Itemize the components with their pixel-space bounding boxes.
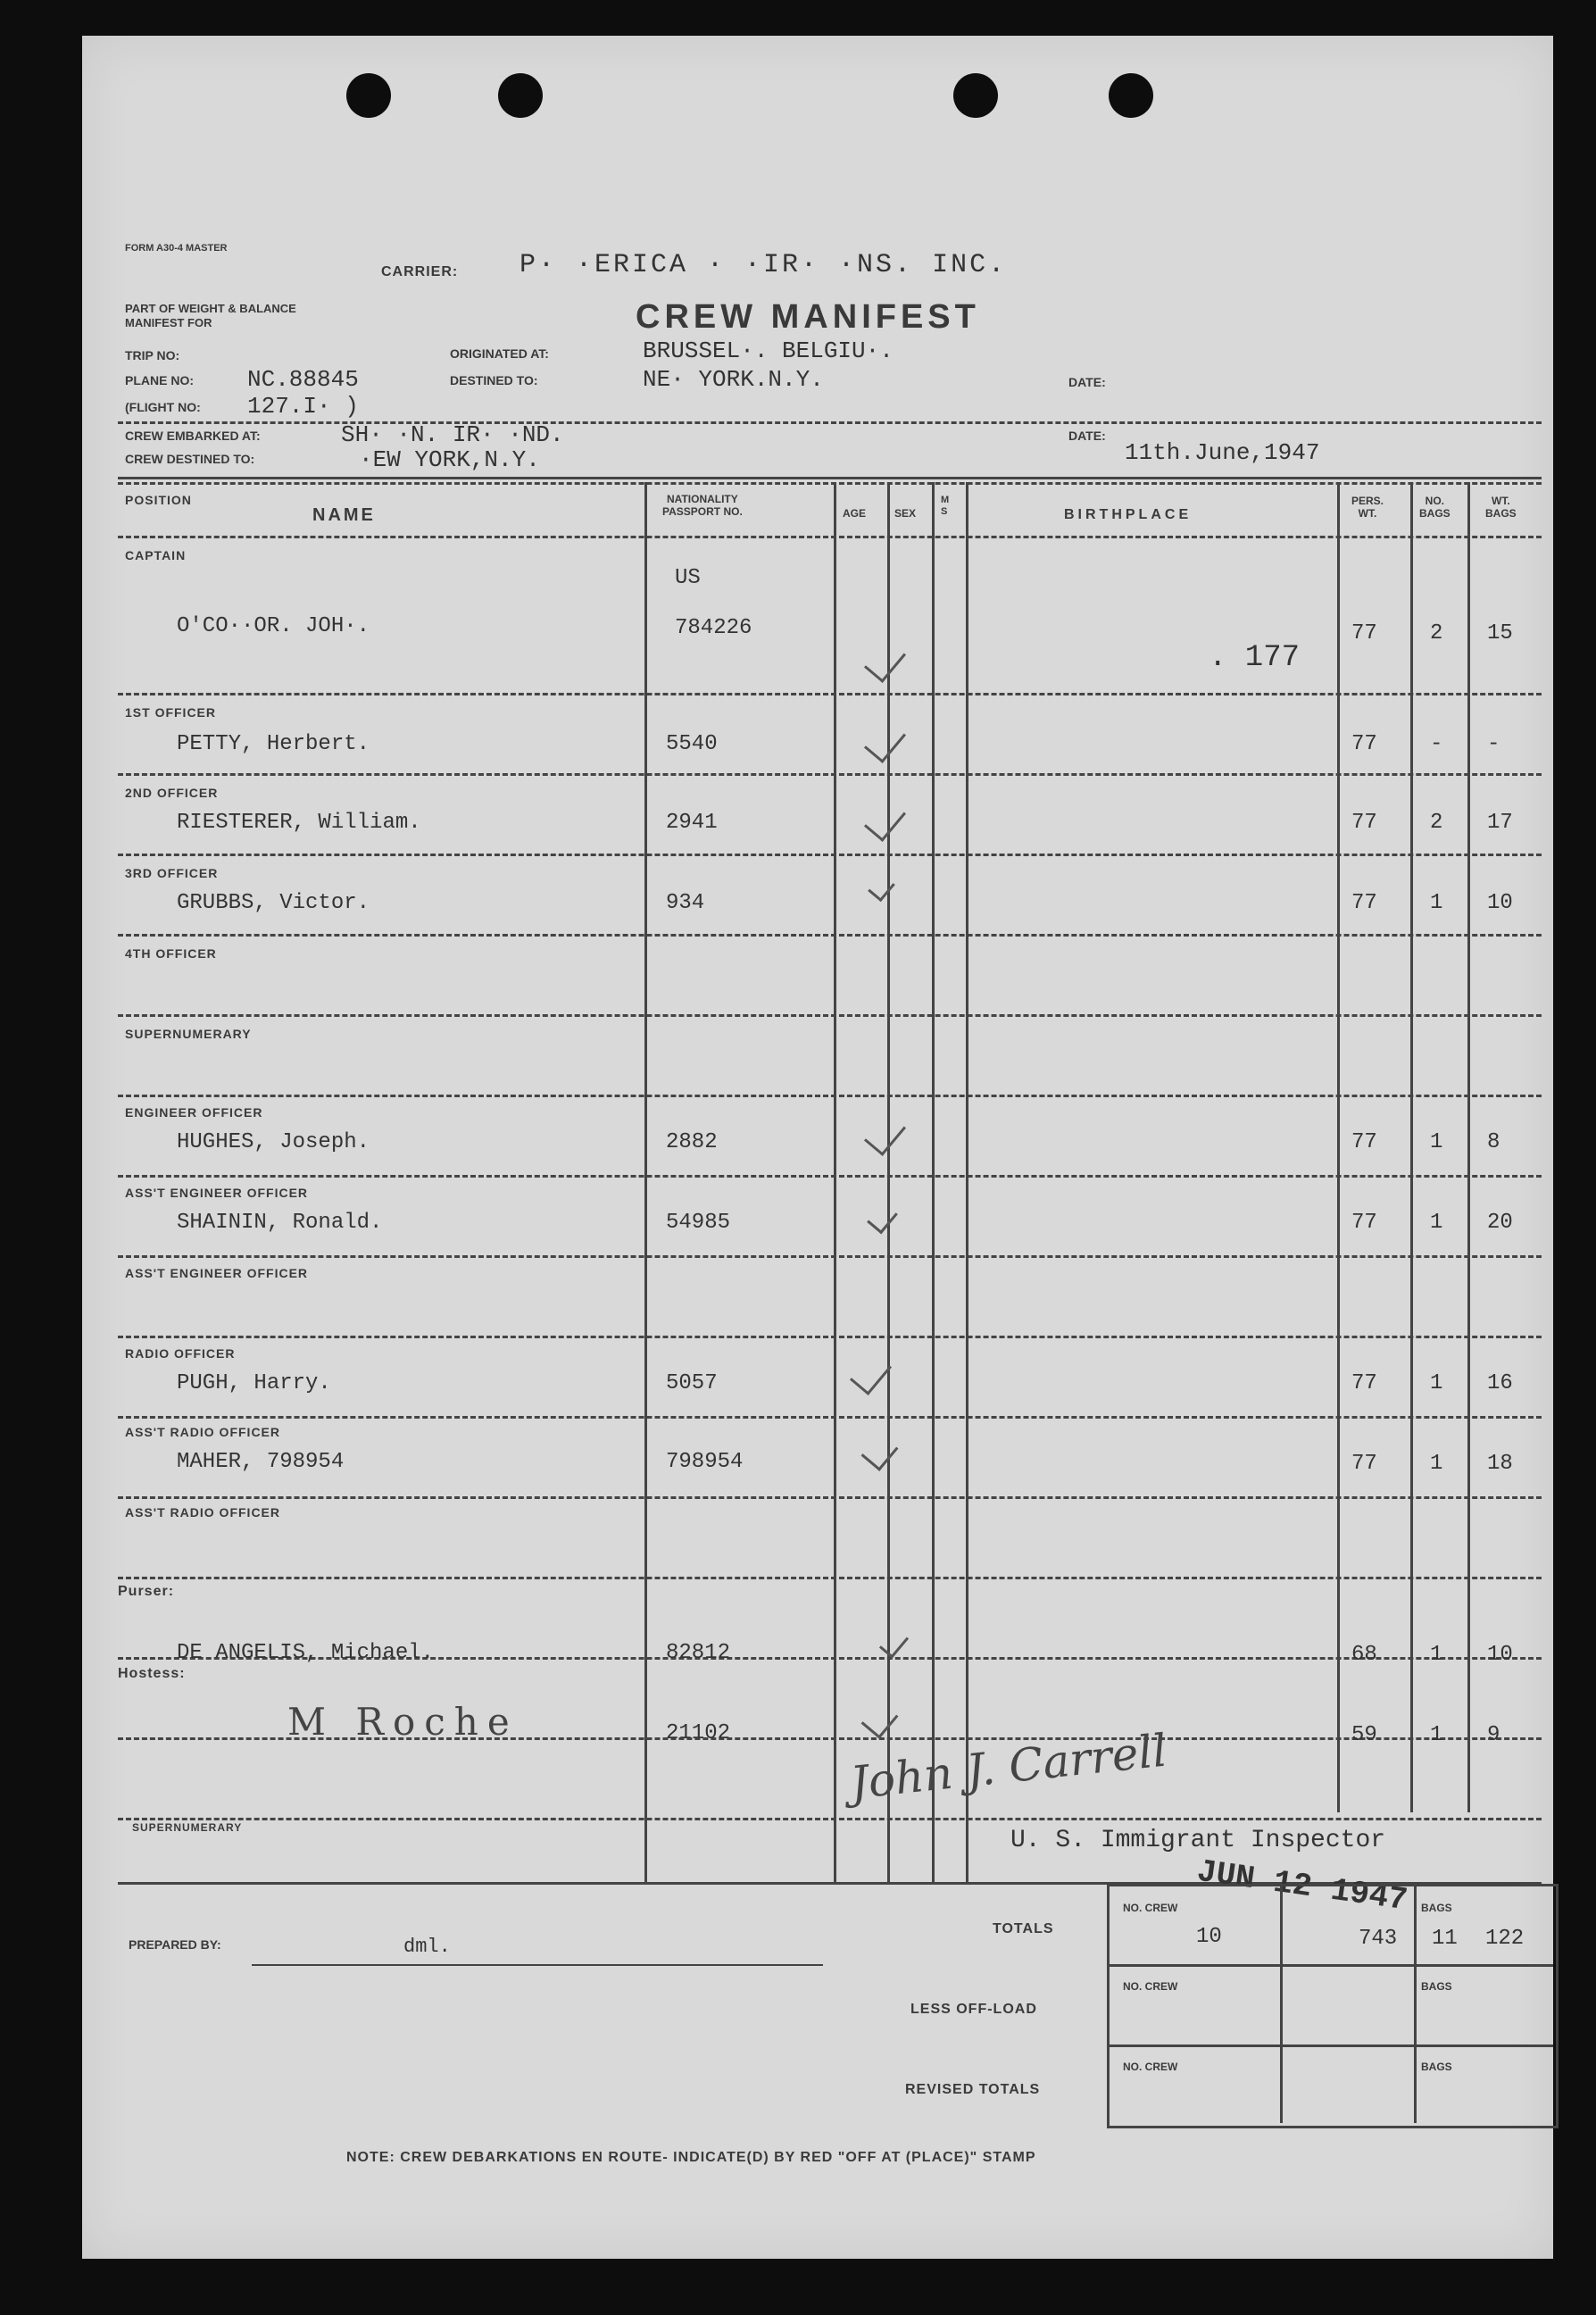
row-bags: 2 — [1430, 621, 1443, 645]
received-stamp: JUN 12 1947 — [1194, 1853, 1410, 1919]
row-name: MAHER, 798954 — [177, 1450, 345, 1474]
col-divider — [1410, 482, 1413, 1812]
check-mark-icon — [864, 1112, 906, 1156]
row-position: ASS'T RADIO OFFICER — [125, 1425, 280, 1439]
check-mark-icon — [861, 1701, 899, 1739]
totals-divider — [1280, 1884, 1283, 2123]
row-pers-wt: 77 — [1351, 1211, 1377, 1235]
row-position: CAPTAIN — [125, 548, 187, 562]
less-no-crew-label: NO. CREW — [1123, 1980, 1178, 1993]
col-birthplace: BIRTHPLACE — [1064, 507, 1193, 522]
col-ms: M S — [941, 495, 950, 517]
row-birthplace: . 177 — [1209, 641, 1301, 675]
row-bags: 1 — [1430, 1452, 1443, 1476]
destined-value: NE· YORK.N.Y. — [643, 366, 824, 393]
row-rule — [118, 1095, 1542, 1097]
row-name: DE ANGELIS, Michael. — [177, 1641, 435, 1665]
row-pers-wt: 77 — [1351, 732, 1377, 756]
crew-destined-value: ·EW YORK,N.Y. — [359, 446, 540, 473]
inspector-title: U. S. Immigrant Inspector — [1010, 1827, 1386, 1854]
col-divider — [1467, 482, 1470, 1812]
supernumerary-label: SUPERNUMERARY — [132, 1821, 243, 1834]
row-rule — [118, 1014, 1542, 1017]
revised-bags-label: BAGS — [1421, 2061, 1452, 2073]
row-passport: 82812 — [666, 1641, 731, 1665]
row-pers-wt: 77 — [1351, 1130, 1377, 1154]
row-rule — [118, 1416, 1542, 1419]
punch-hole — [953, 73, 998, 118]
less-offload-label: LESS OFF-LOAD — [910, 2002, 1037, 2017]
row-passport: 54985 — [666, 1211, 731, 1235]
row-passport: 21102 — [666, 1721, 731, 1745]
row-name: RIESTERER, William. — [177, 811, 421, 835]
part-of-label: PART OF WEIGHT & BALANCE MANIFEST FOR — [125, 302, 296, 329]
row-position: 4TH OFFICER — [125, 946, 217, 961]
row-name: O'CO··OR. JOH·. — [177, 614, 370, 638]
row-passport: 2941 — [666, 811, 718, 835]
row-bags: 1 — [1430, 1211, 1443, 1235]
embarked-value: SH· ·N. IR· ·ND. — [341, 421, 564, 448]
check-mark-icon — [850, 1352, 892, 1395]
punch-hole — [498, 73, 543, 118]
row-bags: 1 — [1430, 1130, 1443, 1154]
row-position: Purser: — [118, 1584, 175, 1599]
embarked-label: CREW EMBARKED AT: — [125, 429, 261, 443]
table-top-rule-2 — [118, 482, 1542, 485]
totals-row-rule — [1107, 1964, 1553, 1967]
check-mark-icon — [861, 1433, 899, 1471]
crew-destined-label: CREW DESTINED TO: — [125, 452, 255, 466]
row-bags: 1 — [1430, 1371, 1443, 1395]
note-text: NOTE: CREW DEBARKATIONS EN ROUTE- INDICATE(D) BY RED "OFF AT (PLACE)" STAMP — [346, 2150, 1036, 2165]
check-mark-icon — [864, 639, 906, 683]
row-passport: 5057 — [666, 1371, 718, 1395]
row-rule — [118, 1336, 1542, 1338]
row-wt-bags: 18 — [1487, 1452, 1513, 1476]
row-rule — [118, 1255, 1542, 1258]
row-pers-wt: 77 — [1351, 621, 1377, 645]
punch-hole — [1109, 73, 1153, 118]
row-name: HUGHES, Joseph. — [177, 1130, 370, 1154]
totals-label: TOTALS — [993, 1921, 1054, 1936]
row-passport: 784226 — [675, 616, 752, 640]
row-wt-bags: 20 — [1487, 1211, 1513, 1235]
row-position: ASS'T ENGINEER OFFICER — [125, 1186, 309, 1200]
row-passport-nationality: US — [675, 566, 701, 590]
row-position: 1ST OFFICER — [125, 705, 217, 720]
row-position: ASS'T RADIO OFFICER — [125, 1505, 280, 1520]
row-bags: - — [1430, 732, 1443, 756]
row-name-handwritten: M Roche — [287, 1700, 519, 1744]
row-bags: 1 — [1430, 1723, 1443, 1747]
check-mark-icon — [868, 874, 895, 902]
row-rule — [118, 934, 1542, 937]
page-title: CREW MANIFEST — [636, 298, 980, 336]
row-passport: 2882 — [666, 1130, 718, 1154]
manifest-sheet — [82, 36, 1553, 2259]
revised-no-crew-label: NO. CREW — [1123, 2061, 1178, 2073]
plane-value: NC.88845 — [247, 366, 359, 393]
row-wt-bags: 15 — [1487, 621, 1513, 645]
row-position: SUPERNUMERARY — [125, 1027, 252, 1041]
originated-value: BRUSSEL·. BELGIU·. — [643, 337, 894, 364]
header-bottom-rule — [118, 536, 1542, 538]
row-wt-bags: 17 — [1487, 811, 1513, 835]
punch-hole — [346, 73, 391, 118]
col-age: AGE — [843, 507, 867, 520]
col-sex: SEX — [894, 507, 917, 520]
totals-bag-weight: 122 — [1485, 1927, 1525, 1951]
col-no-bags: NO. BAGS — [1419, 495, 1451, 520]
prepared-label: PREPARED BY: — [129, 1937, 221, 1952]
totals-bags: 11 — [1432, 1927, 1458, 1951]
row-wt-bags: 9 — [1487, 1723, 1500, 1747]
date-label-2: DATE: — [1068, 429, 1106, 443]
row-name: GRUBBS, Victor. — [177, 891, 370, 915]
destined-label: DESTINED TO: — [450, 373, 538, 387]
col-name: NAME — [312, 505, 376, 525]
flight-label: (FLIGHT NO: — [125, 400, 201, 414]
row-position: ASS'T ENGINEER OFFICER — [125, 1266, 309, 1280]
row-wt-bags: 10 — [1487, 891, 1513, 915]
totals-bags-label: BAGS — [1421, 1902, 1452, 1914]
col-nationality: NATIONALITY PASSPORT NO. — [662, 493, 743, 518]
row-bags: 2 — [1430, 811, 1443, 835]
totals-weight: 743 — [1359, 1927, 1398, 1951]
prepared-value: dml. — [403, 1936, 451, 1958]
carrier-label: CARRIER: — [381, 264, 459, 279]
flight-value: 127.I· ) — [247, 393, 359, 420]
originated-label: ORIGINATED AT: — [450, 346, 549, 361]
row-pers-wt: 77 — [1351, 1371, 1377, 1395]
row-rule — [118, 693, 1542, 695]
row-wt-bags: 16 — [1487, 1371, 1513, 1395]
row-pers-wt: 77 — [1351, 1452, 1377, 1476]
prepared-underline — [252, 1964, 823, 1966]
row-pers-wt: 59 — [1351, 1723, 1377, 1747]
check-mark-icon — [864, 720, 906, 763]
row-name: PETTY, Herbert. — [177, 732, 370, 756]
trip-label: TRIP NO: — [125, 348, 180, 362]
totals-divider — [1414, 1884, 1417, 2123]
col-divider — [1337, 482, 1340, 1812]
check-mark-icon — [864, 798, 906, 842]
revised-totals-label: REVISED TOTALS — [905, 2082, 1041, 2097]
check-mark-icon — [879, 1628, 909, 1658]
col-wt-bags: WT. BAGS — [1485, 495, 1517, 520]
row-pers-wt: 77 — [1351, 811, 1377, 835]
col-pers-wt: PERS. WT. — [1351, 495, 1384, 520]
row-position: 3RD OFFICER — [125, 866, 219, 880]
form-number: FORM A30-4 MASTER — [125, 243, 228, 254]
date-label-1: DATE: — [1068, 375, 1106, 389]
row-pers-wt: 77 — [1351, 891, 1377, 915]
row-bags: 1 — [1430, 891, 1443, 915]
row-passport: 5540 — [666, 732, 718, 756]
less-bags-label: BAGS — [1421, 1980, 1452, 1993]
row-position: ENGINEER OFFICER — [125, 1105, 263, 1120]
totals-grid — [1107, 1884, 1559, 2128]
row-position: RADIO OFFICER — [125, 1346, 236, 1361]
row-bags: 1 — [1430, 1643, 1443, 1667]
check-mark-icon — [867, 1203, 898, 1235]
row-rule — [118, 1175, 1542, 1178]
row-rule — [118, 1818, 1542, 1820]
row-wt-bags: 10 — [1487, 1643, 1513, 1667]
totals-crew-count: 10 — [1196, 1925, 1222, 1949]
row-rule — [118, 1496, 1542, 1499]
row-rule — [118, 1577, 1542, 1579]
row-name: SHAININ, Ronald. — [177, 1211, 383, 1235]
row-passport: 798954 — [666, 1450, 744, 1474]
row-rule — [118, 854, 1542, 856]
header-rule — [118, 421, 1542, 424]
totals-row-rule — [1107, 2044, 1553, 2047]
row-name: PUGH, Harry. — [177, 1371, 331, 1395]
row-pers-wt: 68 — [1351, 1643, 1377, 1667]
carrier-value: P· ·ERICA · ·IR· ·NS. INC. — [520, 250, 1008, 280]
row-rule — [118, 773, 1542, 776]
row-wt-bags: - — [1487, 732, 1500, 756]
row-wt-bags: 8 — [1487, 1130, 1500, 1154]
plane-label: PLANE NO: — [125, 373, 194, 387]
row-position: Hostess: — [118, 1666, 186, 1681]
inspector-signature: John J. Carrell — [847, 1724, 1169, 1810]
totals-no-crew-label: NO. CREW — [1123, 1902, 1178, 1914]
date-value: 11th.June,1947 — [1125, 439, 1320, 466]
row-passport: 934 — [666, 891, 705, 915]
row-position: 2ND OFFICER — [125, 786, 219, 800]
table-top-rule — [118, 477, 1542, 479]
col-position: POSITION — [125, 493, 192, 507]
